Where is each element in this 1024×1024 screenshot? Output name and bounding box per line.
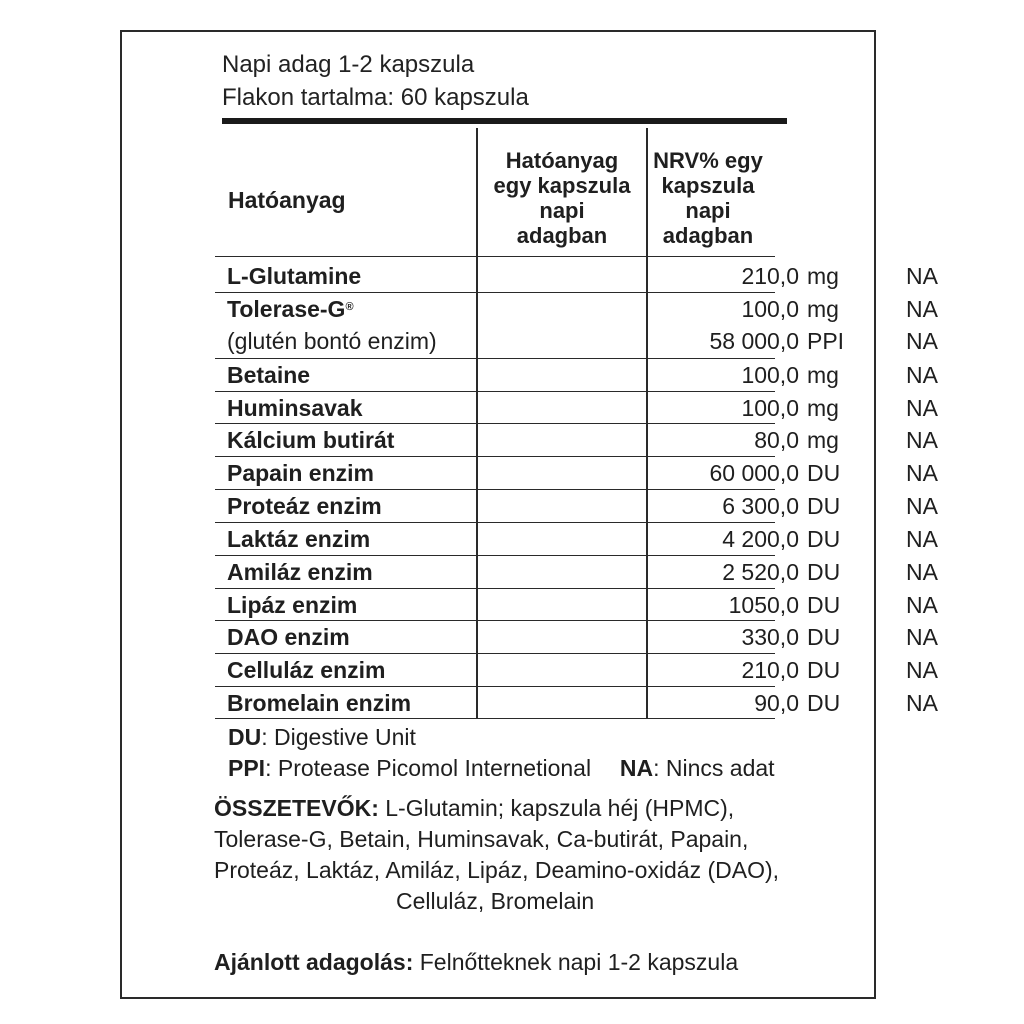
- column-header-ingredient: Hatóanyag: [228, 187, 346, 213]
- ingredient-name: L-Glutamine: [227, 263, 362, 289]
- ingredient-nrv: NA: [906, 690, 938, 716]
- ingredient-nrv: NA: [906, 296, 938, 322]
- ingredient-amount: 330,0 DU: [741, 624, 841, 650]
- table-row: [215, 556, 938, 588]
- ingredient-nrv: NA: [906, 657, 938, 683]
- ingredient-amount: 100,0 mg: [741, 296, 839, 322]
- ingredient-amount: 6 300,0 DU: [722, 493, 841, 519]
- ingredient-nrv: NA: [906, 395, 938, 421]
- ingredient-name: Papain enzim: [227, 460, 374, 486]
- ingredient-nrv: NA: [906, 263, 938, 289]
- ingredient-name: Tolerase-G®: [227, 296, 354, 322]
- ingredient-name: Proteáz enzim: [227, 493, 382, 519]
- ingredient-nrv: NA: [906, 460, 938, 486]
- ingredient-name: Celluláz enzim: [227, 657, 386, 683]
- ingredient-nrv: NA: [906, 427, 938, 453]
- ingredient-nrv: NA: [906, 493, 938, 519]
- ingredient-nrv: NA: [906, 559, 938, 585]
- ingredient-name: Bromelain enzim: [227, 690, 412, 716]
- ingredient-amount: 100,0 mg: [741, 362, 839, 388]
- table-row: [215, 424, 938, 456]
- ingredient-name: Lipáz enzim: [227, 592, 358, 618]
- ingredient-nrv: NA: [906, 328, 938, 354]
- legend-du: DU: Digestive Unit: [228, 724, 416, 750]
- ingredient-amount: 2 520,0 DU: [722, 559, 841, 585]
- table-row: [215, 293, 938, 325]
- recommended-dosage: Ajánlott adagolás: Felnőtteknek napi 1-2 kapszula: [214, 949, 739, 975]
- table-row: [215, 490, 938, 522]
- ingredient-name: DAO enzim: [227, 624, 350, 650]
- table-row: [215, 589, 938, 621]
- column-header-amount: Hatóanyag egy kapszula napi adagban: [493, 148, 631, 248]
- ingredient-name: (glutén bontó enzim): [227, 328, 437, 354]
- table-row: [215, 392, 938, 424]
- package-info: [222, 48, 529, 114]
- header-divider: [222, 118, 787, 124]
- ingredient-nrv: NA: [906, 592, 938, 618]
- ingredient-nrv: NA: [906, 362, 938, 388]
- table-row: [215, 260, 938, 292]
- dosage-label: Ajánlott adagolás:: [214, 949, 414, 975]
- ingredient-amount: 1050,0 DU: [728, 592, 841, 618]
- ingredient-amount: 60 000,0 DU: [709, 460, 841, 486]
- ingredient-amount: 80,0 mg: [754, 427, 839, 453]
- ingredient-name: Amiláz enzim: [227, 559, 373, 585]
- ingredient-name: Huminsavak: [227, 395, 363, 421]
- table-bottom-border: [215, 718, 775, 719]
- ingredient-amount: 58 000,0 PPI: [709, 328, 845, 354]
- ingredient-amount: 90,0 DU: [754, 690, 841, 716]
- ingredient-name: Betaine: [227, 362, 311, 388]
- ingredient-name: Kálcium butirát: [227, 427, 395, 453]
- table-row: [215, 325, 938, 357]
- ingredients-label: ÖSSZETEVŐK:: [214, 795, 379, 821]
- ingredient-amount: 210,0 DU: [741, 657, 841, 683]
- ingredient-nrv: NA: [906, 526, 938, 552]
- table-row: [215, 621, 938, 653]
- ingredient-amount: 100,0 mg: [741, 395, 839, 421]
- table-row: [215, 687, 938, 719]
- table-row: [215, 654, 938, 686]
- table-row: [215, 523, 938, 555]
- bottle-content-line: Flakon tartalma: 60 kapszula: [222, 84, 529, 111]
- ingredients-list: ÖSSZETEVŐK: L-Glutamin; kapszula héj (HPMC), Tolerase-G, Betain, Huminsavak, Ca-butirát, Papain, Proteáz, Laktáz, Amiláz, Lipáz, Deamino-oxidáz (DAO), Celluláz, Bromelain: [214, 795, 780, 914]
- ingredient-amount: 4 200,0 DU: [722, 526, 841, 552]
- ingredient-nrv: NA: [906, 624, 938, 650]
- daily-dose-line: Napi adag 1-2 kapszula: [222, 51, 475, 78]
- column-header-nrv: NRV% egy kapszula napi adagban: [653, 148, 763, 248]
- legend-ppi-na: PPI: Protease Picomol Internetional NA: Nincs adat: [228, 755, 775, 781]
- table-header-divider: [215, 256, 775, 257]
- table-row: [215, 359, 938, 391]
- ingredient-amount: 210,0 mg: [741, 263, 839, 289]
- table-row: [215, 457, 938, 489]
- ingredient-name: Laktáz enzim: [227, 526, 371, 552]
